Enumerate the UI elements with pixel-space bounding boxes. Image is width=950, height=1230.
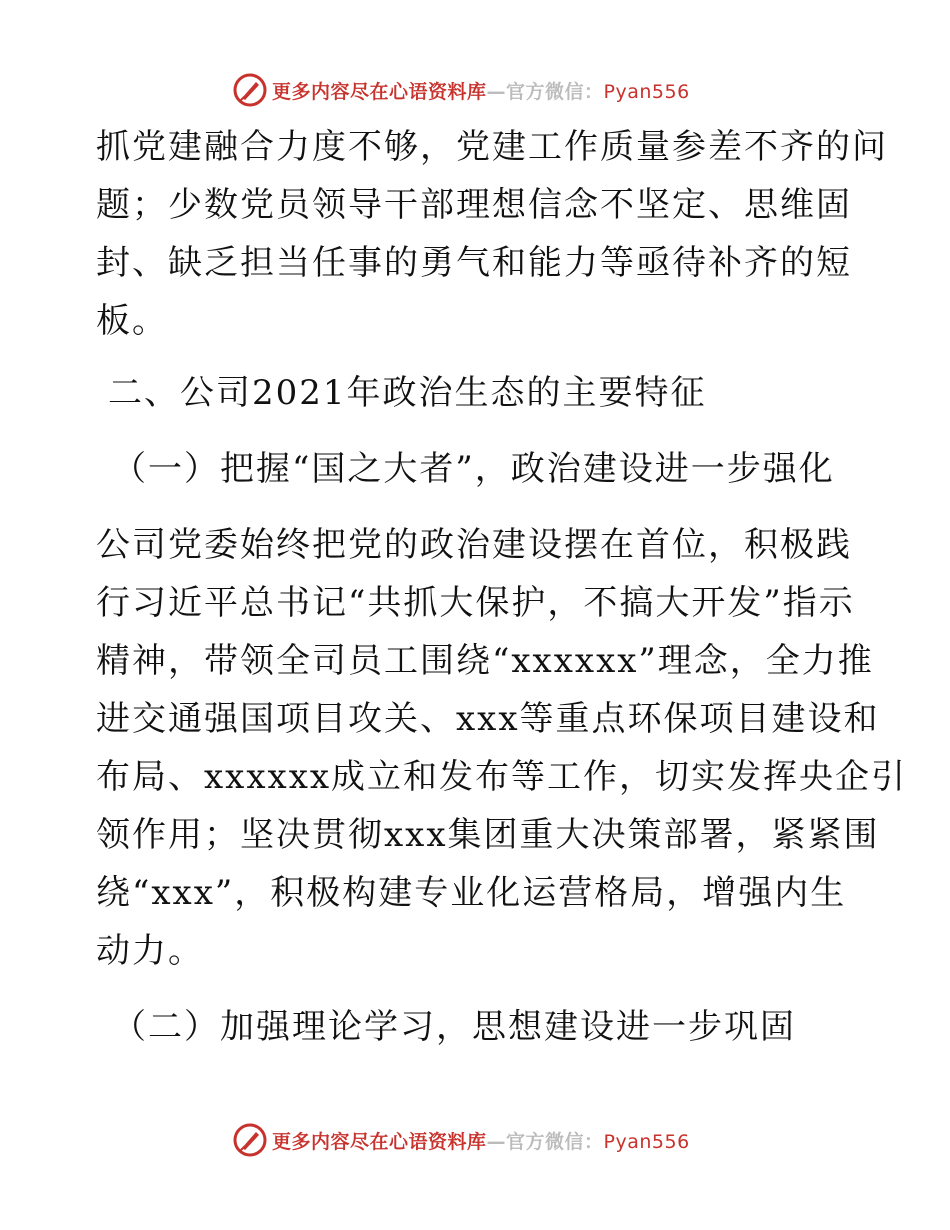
text-line: 领作用；坚决贯彻xxx集团重大决策部署，紧紧围 bbox=[96, 815, 880, 855]
text-line: 布局、xxxxxx成立和发布等工作，切实发挥央企引 bbox=[96, 757, 908, 797]
document-body bbox=[96, 118, 908, 1056]
subsection-heading-1: （一）把握“国之大者”，政治建设进一步强化 bbox=[112, 449, 835, 489]
subsection-heading-2: （二）加强理论学习，思想建设进一步巩固 bbox=[112, 1007, 796, 1047]
paragraph-1 bbox=[96, 118, 888, 350]
text-line: 封、缺乏担当任事的勇气和能力等亟待补齐的短 bbox=[96, 243, 852, 283]
watermark-text: 更多内容尽在心语资料库—官方微信：Pyan556 bbox=[272, 80, 690, 103]
watermark-text: 更多内容尽在心语资料库—官方微信：Pyan556 bbox=[272, 1130, 690, 1153]
quill-seal-icon bbox=[232, 72, 268, 108]
text-line: 绕“xxx”，积极构建专业化运营格局，增强内生 bbox=[96, 873, 847, 913]
paragraph-2 bbox=[96, 516, 908, 980]
text-line: 进交通强国项目攻关、xxx等重点环保项目建设和 bbox=[96, 699, 880, 739]
text-line: 精神，带领全司员工围绕“xxxxxx”理念，全力推 bbox=[96, 641, 874, 681]
text-line: 板。 bbox=[96, 301, 168, 341]
footer-watermark bbox=[232, 1122, 690, 1158]
section-heading: 二、公司2021年政治生态的主要特征 bbox=[108, 373, 707, 413]
text-line: 行习近平总书记“共抓大保护，不搞大开发”指示 bbox=[96, 583, 855, 623]
text-line: 公司党委始终把党的政治建设摆在首位，积极践 bbox=[96, 525, 852, 565]
text-line: 题；少数党员领导干部理想信念不坚定、思维固 bbox=[96, 185, 852, 225]
text-line: 抓党建融合力度不够，党建工作质量参差不齐的问 bbox=[96, 127, 888, 167]
quill-seal-icon bbox=[232, 1122, 268, 1158]
header-watermark bbox=[232, 72, 690, 108]
text-line: 动力。 bbox=[96, 931, 204, 971]
